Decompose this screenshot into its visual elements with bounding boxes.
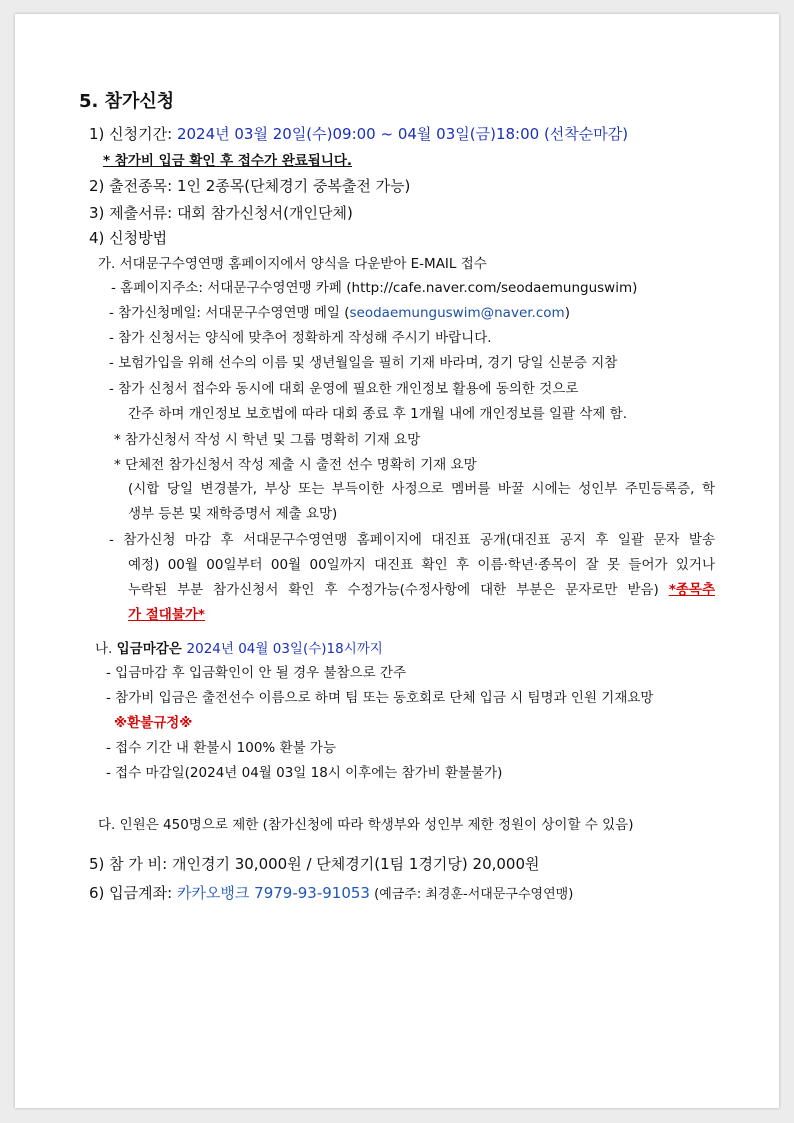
team-change-note-2: 생부 등본 및 재학증명서 제출 요망) bbox=[128, 506, 338, 522]
bracket-note-2: 예정) 00월 00일부터 00월 00일까지 대진표 확인 후 이름·학년·종목이 잘 못 들어가 있거나 bbox=[128, 557, 715, 573]
deadline-date: 2024년 04월 03일(수)18시까지 bbox=[186, 641, 383, 657]
deadline-note-1: - 입금마감 후 입금확인이 안 될 경우 불참으로 간주 bbox=[106, 665, 407, 681]
account-holder: (예금주: 최경훈-서대문구수영연맹) bbox=[369, 887, 574, 902]
homepage-address: - 홈페이지주소: 서대문구수영연맹 카페 (http://cafe.naver.com/seodaemunguswim) bbox=[111, 280, 638, 296]
entry-fee: 5) 참 가 비: 개인경기 30,000원 / 단체경기(1팀 1경기당) 20,000원 bbox=[89, 855, 540, 873]
method-heading: 4) 신청방법 bbox=[89, 229, 168, 247]
star-note-grade: * 참가신청서 작성 시 학년 및 그룹 명확히 기재 요망 bbox=[114, 432, 421, 448]
document-page bbox=[15, 14, 779, 1108]
application-period bbox=[89, 124, 628, 144]
bullet-privacy-1: - 참가 신청서 접수와 동시에 대회 운영에 필요한 개인정보 활용에 동의한 것으로 bbox=[109, 381, 579, 397]
mail-close: ) bbox=[564, 305, 570, 321]
mail-label: - 참가신청메일: 서대문구수영연맹 메일 ( bbox=[109, 305, 350, 321]
bracket-note-1: - 참가신청 마감 후 서대문구수영연맹 홈페이지에 대진표 공개(대진표 공지 후 일괄 문자 발송 bbox=[109, 532, 715, 548]
documents-item: 3) 제출서류: 대회 참가신청서(개인단체) bbox=[89, 204, 353, 222]
bracket-note-3 bbox=[128, 580, 715, 600]
payment-deadline bbox=[95, 639, 383, 659]
refund-policy-title: ※환불규정※ bbox=[114, 715, 193, 731]
payment-notice: * 참가비 입금 확인 후 접수가 완료됩니다. bbox=[103, 153, 353, 169]
deadline-note-2: - 참가비 입금은 출전선수 이름으로 하며 팀 또는 동호회로 단체 입금 시 팀명과 인원 기재요망 bbox=[106, 690, 654, 706]
method-ga: 가. 서대문구수영연맹 홈페이지에서 양식을 다운받아 E-MAIL 접수 bbox=[98, 256, 487, 272]
bullet-privacy-2: 간주 하며 개인정보 보호법에 따라 대회 종료 후 1개월 내에 개인정보를 일괄 삭제 함. bbox=[128, 406, 628, 422]
bullet-insurance: - 보험가입을 위해 선수의 이름 및 생년월일을 필히 기재 바라며, 경기 당일 신분증 지참 bbox=[109, 355, 618, 371]
star-note-team: * 단체전 참가신청서 작성 제출 시 출전 선수 명확히 기재 요망 bbox=[114, 457, 477, 473]
events-item: 2) 출전종목: 1인 2종목(단체경기 중복출전 가능) bbox=[89, 177, 411, 195]
bracket-note-3-text: 누락된 부분 참가신청서 확인 후 수정가능(수정사항에 대한 부분은 문자로만 받음) bbox=[128, 582, 659, 598]
bank-account bbox=[89, 883, 573, 905]
period-label: 1) 신청기간: bbox=[89, 125, 177, 143]
team-change-note-1: (시합 당일 변경불가, 부상 또는 부득이한 사정으로 멤버를 바꿀 시에는 성인부 주민등록증, 학 bbox=[128, 481, 715, 497]
application-mail bbox=[109, 303, 570, 323]
na-label: 나. bbox=[95, 641, 117, 657]
refund-note-1: - 접수 기간 내 환불시 100% 환불 가능 bbox=[106, 740, 336, 756]
bullet-form: - 참가 신청서는 양식에 맞추어 정확하게 작성해 주시기 바랍니다. bbox=[109, 330, 492, 346]
section-title: 5. 참가신청 bbox=[79, 91, 175, 112]
deadline-label: 입금마감은 bbox=[116, 641, 187, 657]
account-number: 카카오뱅크 7979-93-91053 bbox=[176, 884, 370, 902]
account-label: 6) 입금계좌: bbox=[89, 884, 177, 902]
no-event-addition-warning: *종목추 bbox=[668, 582, 715, 598]
no-event-addition-warning-cont: 가 절대불가* bbox=[128, 607, 205, 623]
mail-address-link[interactable]: seodaemunguswim@naver.com bbox=[349, 305, 565, 321]
period-dates: 2024년 03월 20일(수)09:00 ~ 04월 03일(금)18:00 (선착순마감) bbox=[176, 125, 629, 143]
refund-note-2: - 접수 마감일(2024년 04월 03일 18시 이후에는 참가비 환불불가) bbox=[106, 765, 503, 781]
capacity-note: 다. 인원은 450명으로 제한 (참가신청에 따라 학생부와 성인부 제한 정원이 상이할 수 있음) bbox=[98, 817, 634, 833]
